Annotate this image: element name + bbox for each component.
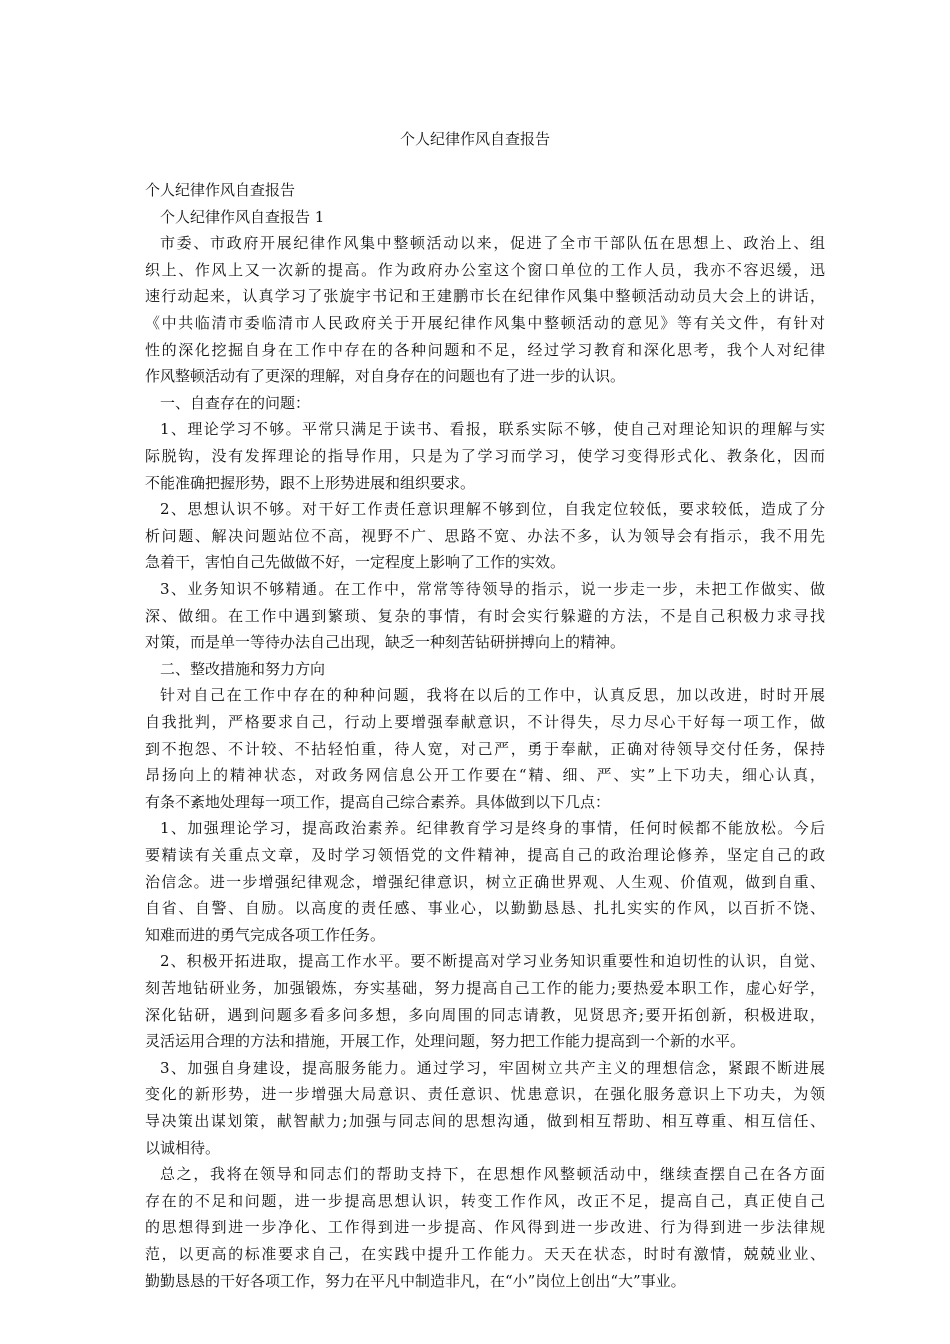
body-text-line: 灵活运用合理的方法和措施，开展工作，处理问题，努力把工作能力提高到一个新的水平。 [145,1032,746,1051]
body-text-line: 个人纪律作风自查报告 [145,181,296,199]
body-text-line: 不能准确把握形势，跟不上形势进展和组织要求。 [145,473,476,492]
body-text-line: 存在的不足和问题，进一步提高思想认识，转变工作作风，改正不足，提高自己，真正使自己 [145,1191,825,1210]
body-text-line: 2、积极开拓进取，提高工作水平。要不断提高对学习业务知识重要性和迫切性的认识，自觉、 [160,952,825,971]
body-text-line: 3、业务知识不够精通。在工作中，常常等待领导的指示，说一步走一步，未把工作做实、做 [160,580,825,598]
body-text-line: 针对自己在工作中存在的种种问题，我将在以后的工作中，认真反思，加以改进，时时开展 [160,686,825,705]
body-text-line: 1、理论学习不够。平常只满足于读书、看报，联系实际不够，使自己对理论知识的理解与实 [160,420,825,439]
body-text-line: 际脱钩，没有发挥理论的指导作用，只是为了学习而学习，使学习变得形式化、教条化，因而 [145,447,825,465]
body-text-line: 性的深化挖掘自身在工作中存在的各种问题和不足，经过学习教育和深化思考，我个人对纪律 [145,340,825,359]
body-text-line: 个人纪律作风自查报告 1 [160,207,325,226]
body-text-line: 自省、自警、自励。以高度的责任感、事业心，以勤勤恳恳、扎扎实实的作风，以百折不饶、 [145,899,825,918]
body-text-line: 《中共临清市委临清市人民政府关于开展纪律作风集中整顿活动的意见》等有关文件，有针对 [145,314,825,332]
body-text-line: 到不抱怨、不计较、不拈轻怕重，待人宽，对己严，勇于奉献，正确对待领导交付任务，保持 [145,739,825,758]
body-text-line: 治信念。进一步增强纪律观念，增强纪律意识，树立正确世界观、人生观、价值观，做到自重、 [145,872,825,891]
body-text-line: 有条不紊地处理每一项工作，提高自己综合素养。具体做到以下几点： [145,792,611,811]
body-text-line: 一、自查存在的问题： [160,393,311,412]
body-text-line: 昂扬向上的精神状态，对政务网信息公开工作要在“精、细、严、实”上下功夫，细心认真， [145,766,825,785]
body-text-line: 析问题、解决问题站位不高，视野不广、思路不宽、办法不多，认为领导会有指示，我不用先 [145,526,825,545]
body-text-line: 深、做细。在工作中遇到繁琐、复杂的事情，有时会实行躲避的方法，不是自己积极力求寻找 [145,606,825,625]
body-text-line: 2、思想认识不够。对干好工作责任意识理解不够到位，自我定位较低，要求较低，造成了分 [160,500,825,519]
body-text-line: 自我批判，严格要求自己，行动上要增强奉献意识，不计得失，尽力尽心干好每一项工作，做 [145,713,825,731]
body-text-line: 深化钻研，遇到问题多看多问多想，多向周围的同志请教，见贤思齐;要开拓创新，积极进取， [145,1005,825,1024]
body-text-line: 3、加强自身建设，提高服务能力。通过学习，牢固树立共产主义的理想信念，紧跟不断进展 [160,1058,825,1077]
body-text-line: 要精读有关重点文章，及时学习领悟党的文件精神，提高自己的政治理论修养，坚定自己的政 [145,846,825,864]
body-text-line: 织上、作风上又一次新的提高。作为政府办公室这个窗口单位的工作人员，我亦不容迟缓，迅 [145,260,825,279]
body-text-line: 对策，而是单一等待办法自己出现，缺乏一种刻苦钻研拼搏向上的精神。 [145,633,626,652]
body-text-line: 二、整改措施和努力方向 [160,659,326,678]
body-text-line: 以诚相待。 [145,1138,221,1157]
body-text-line: 刻苦地钻研业务，加强锻炼，夯实基础，努力提高自己工作的能力;要热爱本职工作，虚心好学， [145,979,825,997]
body-text-line: 总之，我将在领导和同志们的帮助支持下，在思想作风整顿活动中，继续查摆自己在各方面 [160,1165,825,1184]
document-title: 个人纪律作风自查报告 [399,130,550,148]
body-text-line: 急着干，害怕自己先做做不好，一定程度上影响了工作的实效。 [145,553,566,572]
body-text-line: 知难而进的勇气完成各项工作任务。 [145,925,386,944]
body-text-line: 作风整顿活动有了更深的理解，对自身存在的问题也有了进一步的认识。 [145,367,626,386]
body-text-line: 1、加强理论学习，提高政治素养。纪律教育学习是终身的事情，任何时候都不能放松。今后 [160,819,825,838]
body-text-line: 范，以更高的标准要求自己，在实践中提升工作能力。天天在状态，时时有激情，兢兢业业、 [145,1245,825,1263]
body-text-line: 速行动起来，认真学习了张旋宇书记和王建鹏市长在纪律作风集中整顿活动动员大会上的讲话， [145,287,825,306]
body-text-line: 变化的新形势，进一步增强大局意识、责任意识、忧患意识，在强化服务意识上下功夫，为领 [145,1085,825,1104]
body-text-line: 导决策出谋划策，献智献力;加强与同志间的思想沟通，做到相互帮助、相互尊重、相互信任、 [145,1112,825,1130]
body-text-line: 市委、市政府开展纪律作风集中整顿活动以来，促进了全市干部队伍在思想上、政治上、组 [160,234,825,253]
body-text-line: 的思想得到进一步净化、工作得到进一步提高、作风得到进一步改进、行为得到进一步法律规 [145,1218,825,1237]
body-text-line: 勤勤恳恳的干好各项工作，努力在平凡中制造非凡，在“小”岗位上创出“大”事业。 [145,1271,686,1290]
